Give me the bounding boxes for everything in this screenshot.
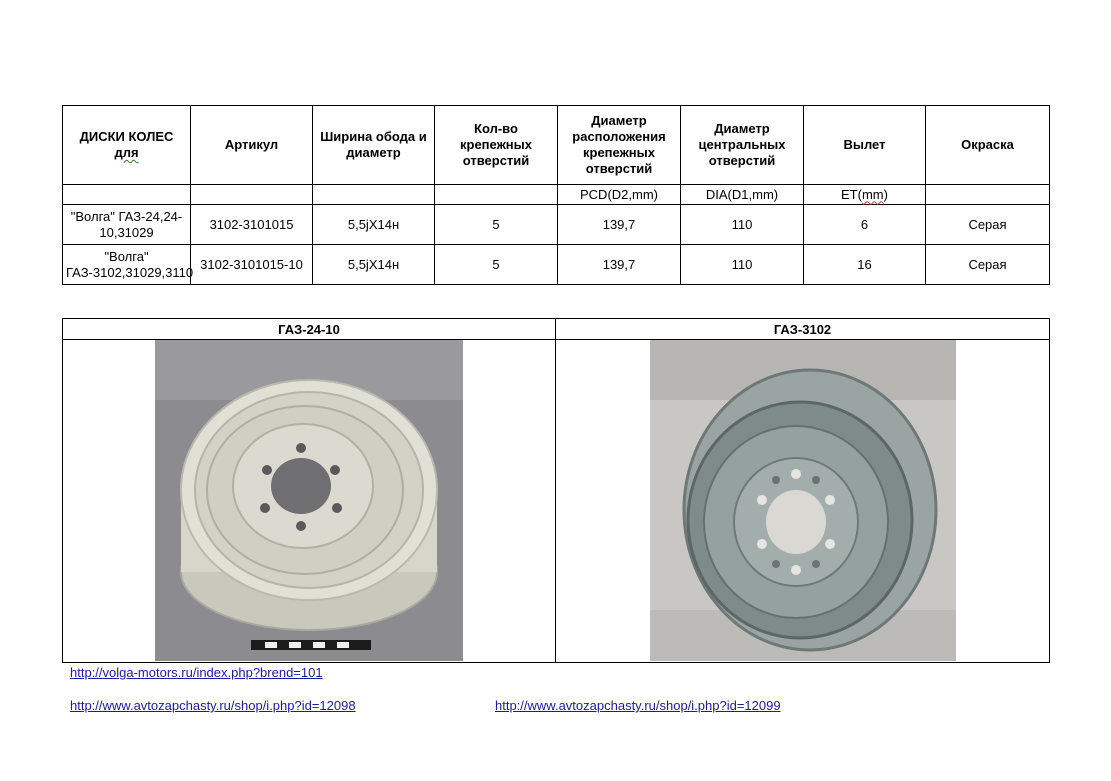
wheel-photo-gaz-24-10 xyxy=(155,340,463,661)
cell-dia: 110 xyxy=(681,245,804,285)
table-header-row xyxy=(63,106,1050,185)
link-volga-motors[interactable]: http://volga-motors.ru/index.php?brend=101 xyxy=(70,665,323,680)
cell-rim: 5,5jX14н xyxy=(313,205,435,245)
photo-cell-left xyxy=(63,340,556,663)
link-avtozapchasty-12098[interactable]: http://www.avtozapchasty.ru/shop/i.php?id=12098 xyxy=(70,698,356,713)
units-cell xyxy=(63,185,191,205)
wheel-photo-gaz-3102 xyxy=(650,340,956,661)
cell-bolts: 5 xyxy=(435,245,558,285)
header-bolt-count: Кол-во крепежных отверстий xyxy=(435,106,558,185)
cell-dia: 110 xyxy=(681,205,804,245)
cell-rim: 5,5jX14н xyxy=(313,245,435,285)
cell-model: "Волга" ГАЗ-24,24-10,31029 xyxy=(63,205,191,245)
header-wheels-for: ДИСКИ КОЛЕС для xyxy=(63,106,191,185)
header-article: Артикул xyxy=(191,106,313,185)
units-cell xyxy=(191,185,313,205)
units-cell xyxy=(435,185,558,205)
table-row xyxy=(63,245,1050,285)
cell-article: 3102-3101015 xyxy=(191,205,313,245)
units-dia: DIA(D1,mm) xyxy=(681,185,804,205)
units-cell xyxy=(313,185,435,205)
photo-table xyxy=(62,318,1050,663)
header-paint: Окраска xyxy=(926,106,1050,185)
photo-row xyxy=(63,340,1050,663)
table-units-row xyxy=(63,185,1050,205)
caption-gaz-24-10: ГАЗ-24-10 xyxy=(63,319,556,340)
cell-article: 3102-3101015-10 xyxy=(191,245,313,285)
units-et: ET(mm) xyxy=(804,185,926,205)
cell-bolts: 5 xyxy=(435,205,558,245)
photo-caption-row xyxy=(63,319,1050,340)
header-offset: Вылет xyxy=(804,106,926,185)
photo-cell-right xyxy=(556,340,1050,663)
cell-paint: Серая xyxy=(926,205,1050,245)
cell-et: 6 xyxy=(804,205,926,245)
header-center-bore: Диаметр центральных отверстий xyxy=(681,106,804,185)
cell-model: "Волга" ГАЗ-3102,31029,3110 xyxy=(63,245,191,285)
table-row xyxy=(63,205,1050,245)
cell-et: 16 xyxy=(804,245,926,285)
cell-pcd: 139,7 xyxy=(558,245,681,285)
cell-pcd: 139,7 xyxy=(558,205,681,245)
caption-gaz-3102: ГАЗ-3102 xyxy=(556,319,1050,340)
cell-paint: Серая xyxy=(926,245,1050,285)
units-pcd: PCD(D2,mm) xyxy=(558,185,681,205)
units-cell xyxy=(926,185,1050,205)
header-rim-width: Ширина обода и диаметр xyxy=(313,106,435,185)
header-pcd: Диаметр расположения крепежных отверстий xyxy=(558,106,681,185)
wheel-spec-table xyxy=(62,105,1050,285)
link-avtozapchasty-12099[interactable]: http://www.avtozapchasty.ru/shop/i.php?id=12099 xyxy=(495,698,781,713)
